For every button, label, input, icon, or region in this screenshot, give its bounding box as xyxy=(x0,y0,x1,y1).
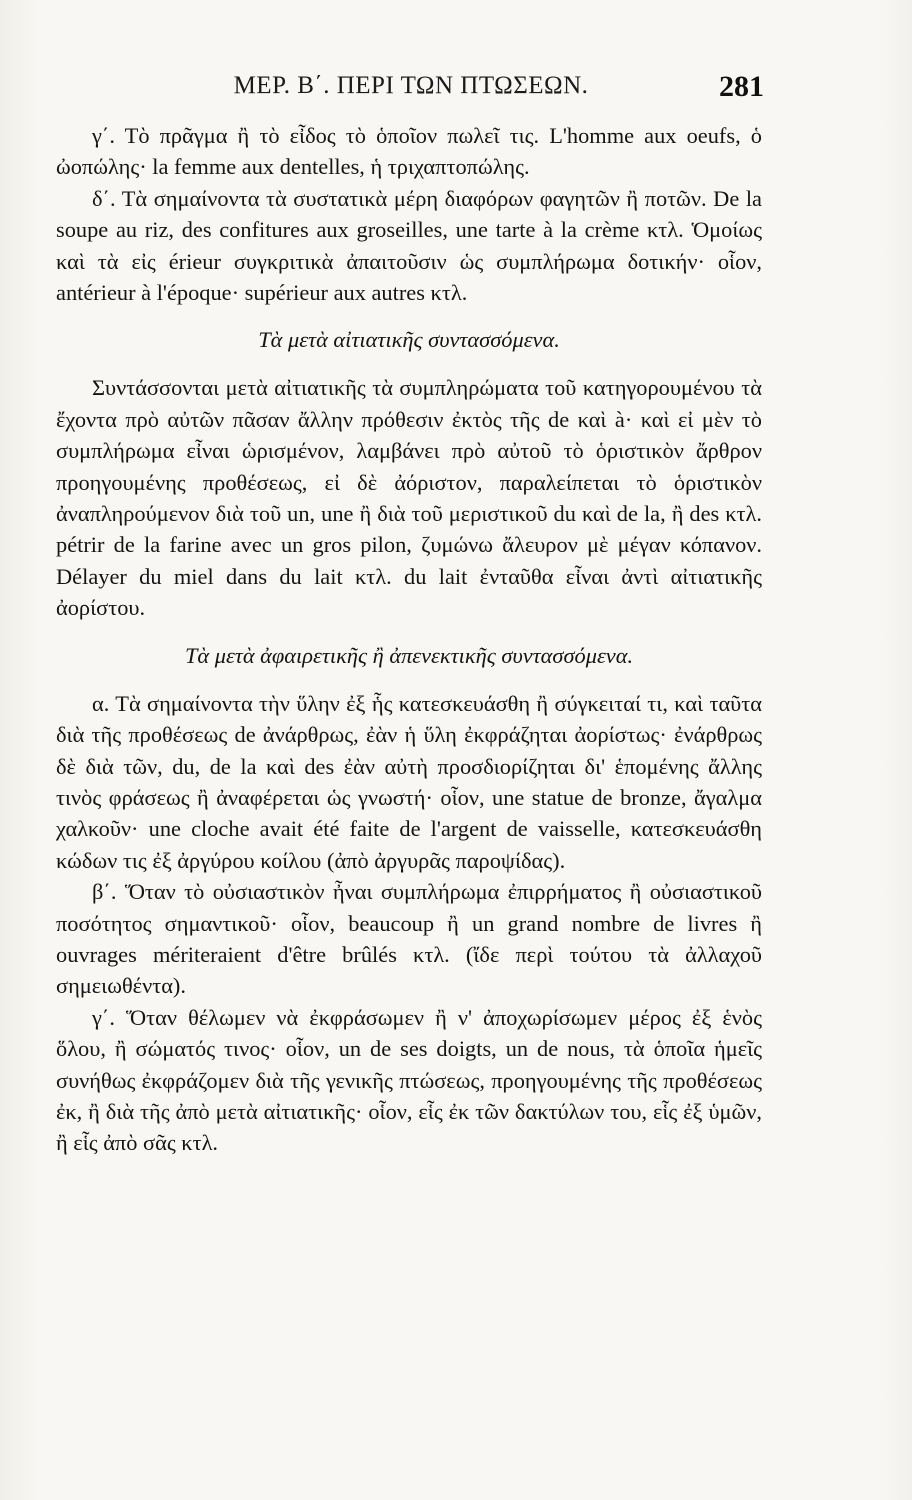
paragraph-gamma: γ΄. Τὸ πρᾶγμα ἢ τὸ εἶδος τὸ ὁποῖον πωλεῖ τις. L'homme aux oeufs, ὁ ὠοπώλης· la femme aux dentelles, ἡ τριχαπτοπώλης. xyxy=(56,123,762,180)
paragraph-accusative: Συντάσσονται μετὰ αἰτιατικῆς τὰ συμπληρώματα τοῦ κατηγορουμένου τὰ ἔχοντα πρὸ αὐτῶν πᾶσαν ἄλλην πρόθεσιν ἐκτὸς τῆς de καὶ à· καὶ εἰ μὲν τὸ συμπλήρωμα εἶναι ὡρισμένον, λαμβάνει πρὸ αὐτοῦ τὸ ὁριστικὸν ἄρθρον προηγουμένης προθέσεως, εἰ δὲ ἀόριστον, παραλείπεται τὸ ὁριστικὸν ἀναπληρούμενον διὰ τοῦ un, une ἢ διὰ τοῦ μεριστικοῦ du καὶ de la, ἢ des κτλ. pétrir de la farine avec un gros pilon, ζυμώνω ἄλευρον μὲ μέγαν κόπανον. Délayer du miel dans du lait κτλ. du lait ἐνταῦθα εἶναι ἀντὶ αἰτιατικῆς ἀορίστου. xyxy=(56,375,762,621)
section-heading-accusative: Τὰ μετὰ αἰτιατικῆς συντασσόμενα. xyxy=(258,327,560,353)
paragraph-gamma-2: γ΄. Ὅταν θέλωμεν νὰ ἐκφράσωμεν ἢ ν' ἀποχωρίσωμεν μέρος ἐξ ἑνὸς ὅλου, ἢ σώματός τινος· οἷον, un de ses doigts, un de nous, τὰ ὁποῖα ἡμεῖς συνήθως ἐκφράζομεν διὰ τῆς γενικῆς πτώσεως, προηγουμένης τῆς προθέσεως ἐκ, ἢ διὰ τῆς ἀπὸ μετὰ αἰτιατικῆς· οἷον, εἷς ἐκ τῶν δακτύλων του, εἷς ἐξ ὑμῶν, ἢ εἷς ἀπὸ σᾶς κτλ. xyxy=(56,1004,762,1156)
page-number: 281 xyxy=(719,70,764,103)
running-head: ΜΕΡ. Β΄. ΠΕΡΙ ΤΩΝ ΠΤΩΣΕΩΝ. xyxy=(233,72,589,99)
paragraph-delta: δ΄. Τὰ σημαίνοντα τὰ συστατικὰ μέρη διαφόρων φαγητῶν ἢ ποτῶν. De la soupe au riz, des confitures aux groseilles, une tarte à la crème κτλ. Ὁμοίως καὶ τὰ εἰς érieur συγκριτικὰ ἀπαιτοῦσιν ὡς συμπλήρωμα δοτικήν· οἷον, antérieur à l'époque· supérieur aux autres κτλ. xyxy=(56,185,762,306)
paragraph-beta: β΄. Ὅταν τὸ οὐσιαστικὸν ἦναι συμπλήρωμα ἐπιρρήματος ἢ οὐσιαστικοῦ ποσότητος σημαντικοῦ· οἷον, beaucoup ἢ un grand nombre de livres ἢ ouvrages mériteraient d'être brûlés κτλ. (ἴδε περὶ τούτου τὰ ἀλλαχοῦ σημειωθέντα). xyxy=(56,879,762,999)
page-body xyxy=(56,120,762,1159)
paragraph-alpha: α. Τὰ σημαίνοντα τὴν ὕλην ἐξ ἧς κατεσκευάσθη ἢ σύγκειταί τι, καὶ ταῦτα διὰ τῆς προθέσεως de ἀνάρθρως, ἐὰν ἡ ὕλη ἐκφράζηται ἀορίστως· ἐνάρθρως δὲ διὰ τῶν, du, de la καὶ des ἐὰν αὐτὴ προσδιορίζηται δι' ἑπομένης ἄλλης τινὸς φράσεως ἢ ἀναφέρεται ὡς γνωστή· οἷον, une statue de bronze, ἄγαλμα χαλκοῦν· une cloche avait été faite de l'argent de vaisselle, κατεσκευάσθη κώδων τις ἐξ ἀργύρου κοίλου (ἀπὸ ἀργυρᾶς παροψίδας). xyxy=(56,690,762,873)
section-heading-ablative: Τὰ μετὰ ἀφαιρετικῆς ἢ ἀπενεκτικῆς συντασσόμενα. xyxy=(184,642,634,668)
